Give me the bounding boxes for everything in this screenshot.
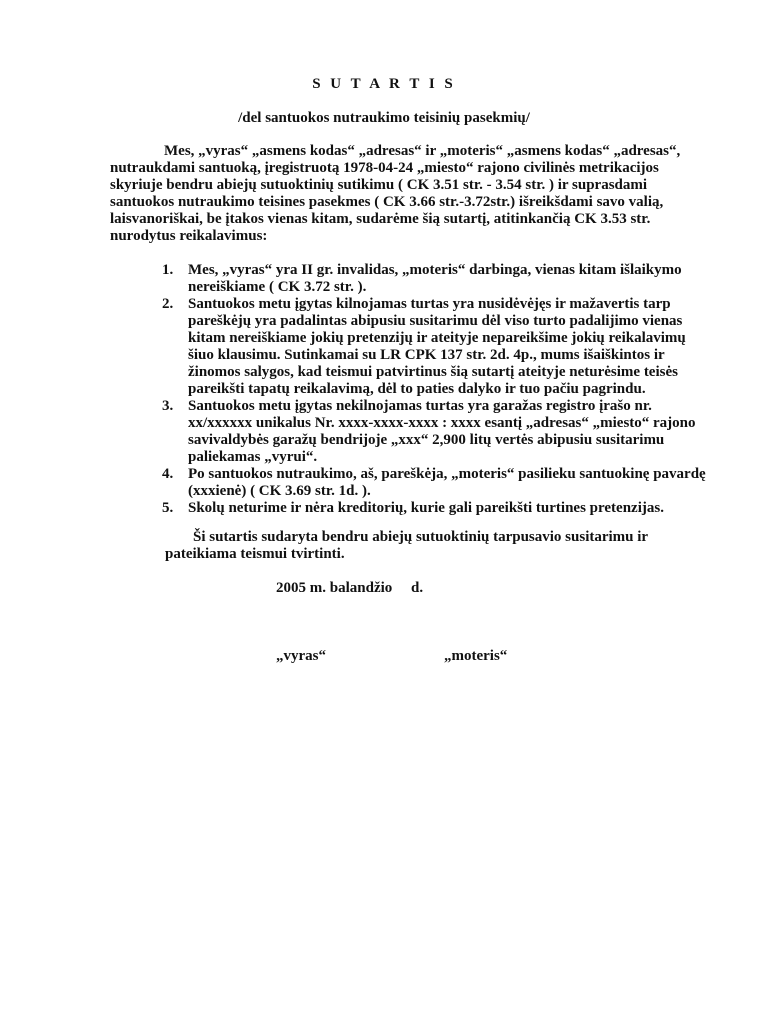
intro-line: Mes, „vyras“ „asmens kodas“ „adresas“ ir „moteris“ „asmens kodas“ „adresas“, xyxy=(164,143,681,159)
intro-line: nutraukdami santuoką, įregistruotą 1978-04-24 „miesto“ rajono civilinės metrikacijos xyxy=(110,160,659,176)
requirements-list xyxy=(162,262,732,517)
signature-wife: „moteris“ xyxy=(444,648,508,664)
item-number: 4. xyxy=(162,466,174,482)
item-line: nereiškiame ( CK 3.72 str. ). xyxy=(188,279,367,295)
closing-line: Ši sutartis sudaryta bendru abiejų sutuoktinių tarpusavio susitarimu ir xyxy=(193,529,649,545)
item-line: (xxxienė) ( CK 3.69 str. 1d. ). xyxy=(188,483,371,499)
item-line: pareškėjų yra padalintas abipusiu susitarimu dėl viso turto padalijimo vienas xyxy=(188,313,683,329)
intro-line: santuokos nutraukimo teisines pasekmes ( CK 3.66 str.-3.72str.) išreikšdami savo valią, xyxy=(110,194,664,210)
item-line: Santuokos metu įgytas nekilnojamas turtas yra garažas registro įrašo nr. xyxy=(188,398,652,414)
list-item xyxy=(162,500,732,517)
item-number: 2. xyxy=(162,296,174,312)
closing-line: pateikiama teismui tvirtinti. xyxy=(165,546,345,562)
document-subtitle: /del santuokos nutraukimo teisinių pasekmių/ xyxy=(238,110,530,126)
list-item xyxy=(162,262,732,296)
item-line: savivaldybės garažų bendrijoje „xxx“ 2,900 litų vertės abipusiu susitarimu xyxy=(188,432,665,448)
item-number: 5. xyxy=(162,500,174,516)
intro-paragraph xyxy=(110,143,720,245)
closing-paragraph xyxy=(165,529,725,563)
list-item xyxy=(162,398,732,466)
list-item xyxy=(162,296,732,398)
item-line: žinomos salygos, kad teismui patvirtinus šią sutartį ateityje neturėsime teisės xyxy=(188,364,678,380)
item-line: Mes, „vyras“ yra II gr. invalidas, „moteris“ darbinga, vienas kitam išlaikymo xyxy=(188,262,682,278)
item-line: paliekamas „vyrui“. xyxy=(188,449,318,465)
item-number: 1. xyxy=(162,262,174,278)
item-line: Skolų neturime ir nėra kreditorių, kurie gali pareikšti turtines pretenzijas. xyxy=(188,500,664,516)
list-item xyxy=(162,466,732,500)
intro-line: skyriuje bendru abiejų sutuoktinių sutikimu ( CK 3.51 str. - 3.54 str. ) ir suprasdami xyxy=(110,177,648,193)
signature-husband: „vyras“ xyxy=(276,648,326,664)
item-line: kitam nereiškiame jokių pretenzijų ir ateityje nepareikšime jokių reikalavimų xyxy=(188,330,686,346)
item-number: 3. xyxy=(162,398,174,414)
item-line: xx/xxxxxx unikalus Nr. xxxx-xxxx-xxxx : xxxx esantį „adresas“ „miesto“ rajono xyxy=(188,415,696,431)
item-line: Santuokos metu įgytas kilnojamas turtas yra nusidėvėjęs ir mažavertis tarp xyxy=(188,296,671,312)
intro-line: nurodytus reikalavimus: xyxy=(110,228,268,244)
date-line: 2005 m. balandžio d. xyxy=(276,580,424,596)
intro-line: laisvanoriškai, be įtakos vienas kitam, sudarėme šią sutartį, atitinkančią CK 3.53 str. xyxy=(110,211,651,227)
item-line: pareikšti tapatų reikalavimą, dėl to paties dalyko ir tuo pačiu pagrindu. xyxy=(188,381,646,397)
item-line: šiuo klausimu. Sutinkamai su LR CPK 137 str. 2d. 4p., mums išaiškintos ir xyxy=(188,347,665,363)
item-line: Po santuokos nutraukimo, aš, pareškėja, „moteris“ pasilieku santuokinę pavardę xyxy=(188,466,706,482)
document-title: S U T A R T I S xyxy=(312,76,456,92)
